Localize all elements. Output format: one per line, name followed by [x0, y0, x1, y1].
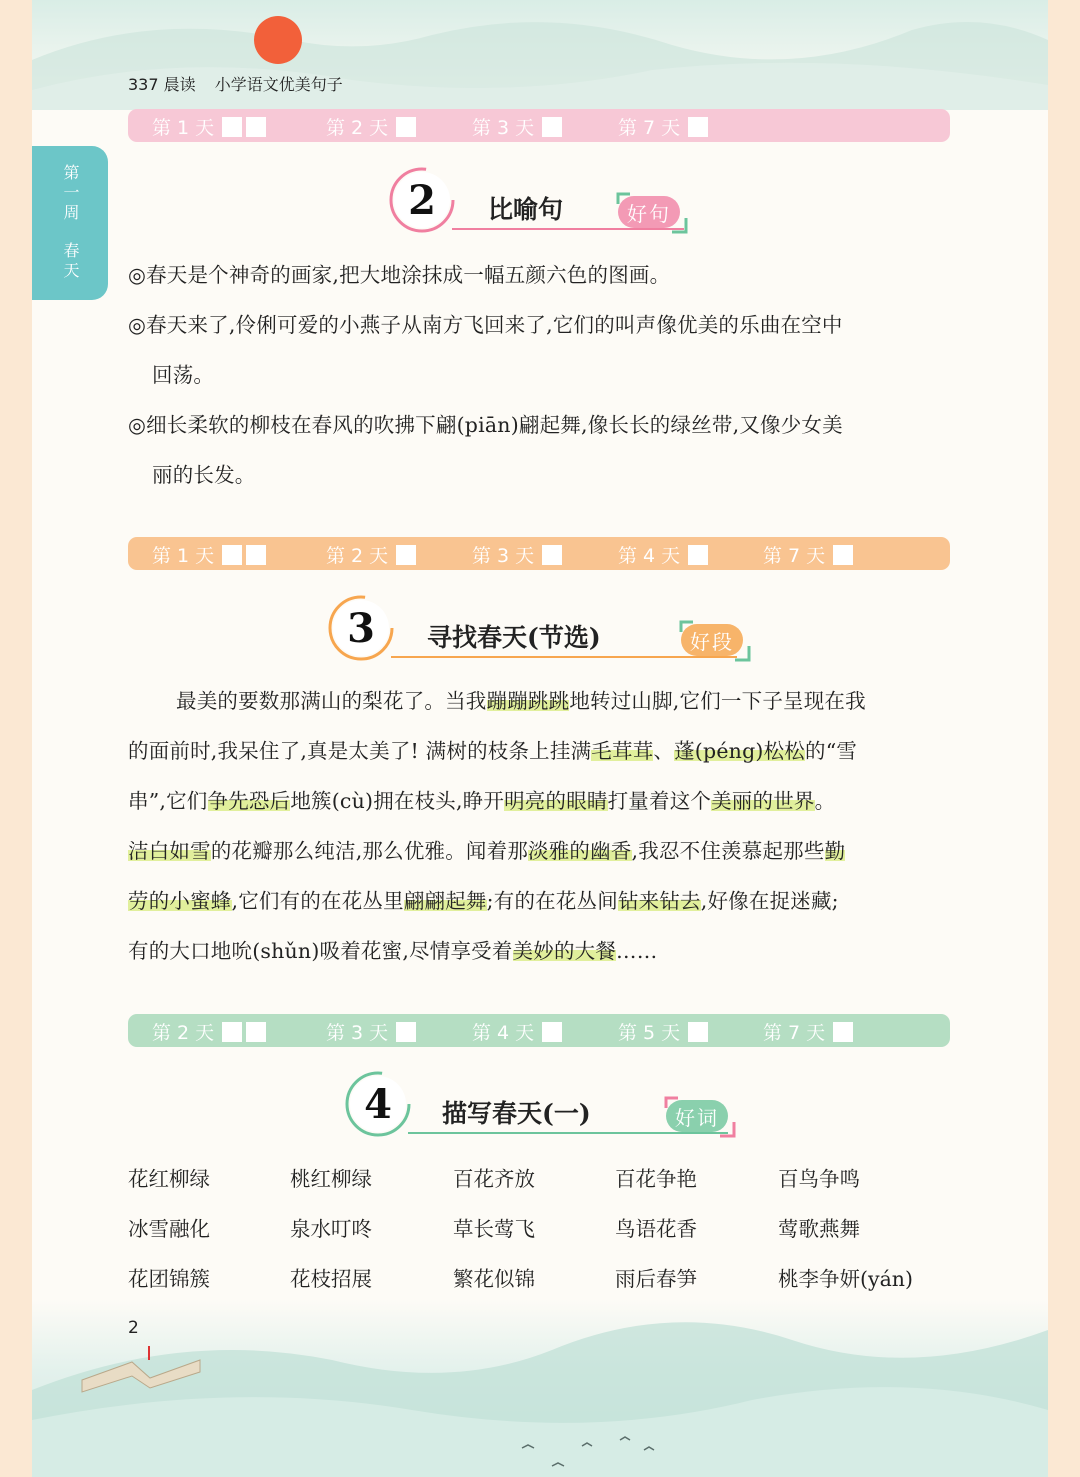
book-number: 337 晨读 — [128, 75, 196, 94]
highlighted-phrase: 钻来钻去 — [617, 889, 701, 913]
section-number: 3 — [333, 600, 389, 656]
idiom-word: 百花争艳 — [615, 1167, 697, 1191]
idiom-word: 花枝招展 — [290, 1267, 372, 1291]
tag-good-paragraph: 好段 — [681, 624, 743, 656]
checkbox[interactable] — [542, 117, 562, 137]
day-item[interactable]: 第 2 天 — [152, 1018, 270, 1045]
text-segment: ;有的在花丛间 — [486, 889, 618, 913]
day-checkbar-1 — [128, 109, 950, 142]
day-item[interactable]: 第 1 天 — [152, 541, 270, 568]
checkbox[interactable] — [396, 545, 416, 565]
idiom-word: 花团锦簇 — [128, 1267, 210, 1291]
paragraph-line — [128, 834, 845, 864]
idiom-word: 桃李争妍(yán) — [778, 1267, 914, 1291]
day-item[interactable]: 第 5 天 — [618, 1018, 712, 1045]
idiom-word: 雨后春笋 — [615, 1267, 697, 1291]
day-item[interactable]: 第 2 天 — [326, 113, 420, 140]
highlighted-phrase: 勤 — [824, 839, 846, 863]
sentence-line: ◎春天是个神奇的画家,把大地涂抹成一幅五颜六色的图画。 — [128, 263, 671, 287]
checkbox[interactable] — [222, 1022, 242, 1042]
tag-bracket-icon — [660, 1092, 740, 1142]
highlighted-phrase: 洁白如雪 — [128, 839, 211, 863]
text-segment: 的“雪 — [805, 739, 858, 763]
idiom-word: 百鸟争鸣 — [778, 1167, 860, 1191]
text-segment: 地簇(cù)拥在枝头,睁开 — [290, 789, 505, 813]
text-segment: 、 — [653, 739, 675, 763]
day-item[interactable]: 第 3 天 — [472, 113, 566, 140]
day-item[interactable]: 第 2 天 — [326, 541, 420, 568]
paragraph-line — [128, 734, 857, 764]
text-segment: 的面前时,我呆住了,真是太美了! 满树的枝条上挂满 — [128, 739, 592, 763]
checkbox[interactable] — [542, 1022, 562, 1042]
highlighted-phrase: 劳的小蜜蜂 — [128, 889, 232, 913]
day-item[interactable]: 第 1 天 — [152, 113, 270, 140]
text-segment: 的花瓣那么纯洁,那么优雅。闻着那 — [210, 839, 529, 863]
highlighted-phrase: 美丽的世界 — [711, 789, 815, 813]
idiom-word: 莺歌燕舞 — [778, 1217, 860, 1241]
sentence-line: ◎春天来了,伶俐可爱的小燕子从南方飞回来了,它们的叫声像优美的乐曲在空中 — [128, 313, 843, 337]
paragraph-line — [176, 684, 866, 714]
paragraph-line — [128, 784, 835, 814]
text-segment: ,我忍不住羡慕起那些 — [631, 839, 825, 863]
highlighted-phrase: 蓬(péng)松松 — [674, 739, 805, 763]
section-number: 2 — [394, 172, 450, 228]
week-label: 第一周 — [61, 164, 80, 224]
highlighted-phrase: 淡雅的幽香 — [528, 839, 632, 863]
idiom-word: 百花齐放 — [453, 1167, 535, 1191]
theme-label: 春天 — [61, 242, 80, 282]
checkbox[interactable] — [688, 1022, 708, 1042]
highlighted-phrase: 毛茸茸 — [591, 739, 654, 763]
checkbox[interactable] — [246, 117, 266, 137]
highlighted-phrase: 争先恐后 — [207, 789, 291, 813]
tag-good-sentence: 好句 — [618, 196, 680, 228]
section-title: 寻找春天(节选) — [427, 623, 601, 652]
idiom-word: 泉水叮咚 — [290, 1217, 372, 1241]
day-item[interactable]: 第 7 天 — [763, 541, 857, 568]
section-number: 4 — [350, 1076, 406, 1132]
book-header — [128, 72, 357, 95]
text-segment: ,好像在捉迷藏; — [700, 889, 839, 913]
sentence-line: 回荡。 — [152, 363, 215, 387]
text-segment: 最美的要数那满山的梨花了。当我 — [176, 689, 487, 713]
day-checkbar-3 — [128, 1014, 950, 1047]
paragraph-line — [128, 934, 657, 964]
text-segment: 地转过山脚,它们一下子呈现在我 — [569, 689, 866, 713]
day-item[interactable]: 第 7 天 — [763, 1018, 857, 1045]
sentence-line: ◎细长柔软的柳枝在春风的吹拂下翩(piān)翩起舞,像长长的绿丝带,又像少女美 — [128, 413, 843, 437]
section-heading-3 — [333, 600, 753, 680]
day-item[interactable]: 第 4 天 — [618, 541, 712, 568]
checkbox[interactable] — [542, 545, 562, 565]
checkbox[interactable] — [246, 1022, 266, 1042]
day-item[interactable]: 第 3 天 — [472, 541, 566, 568]
idiom-word: 花红柳绿 — [128, 1167, 210, 1191]
checkbox[interactable] — [688, 117, 708, 137]
text-segment: 。 — [814, 789, 836, 813]
checkbox[interactable] — [246, 545, 266, 565]
text-segment: 打量着这个 — [607, 789, 712, 813]
paragraph-line — [128, 884, 839, 914]
text-segment: 有的大口地吮(shǔn)吸着花蜜,尽情享受着 — [128, 939, 513, 963]
tag-bracket-icon — [612, 188, 692, 238]
highlighted-phrase: 蹦蹦跳跳 — [486, 689, 570, 713]
day-item[interactable]: 第 7 天 — [618, 113, 712, 140]
idiom-word: 冰雪融化 — [128, 1217, 210, 1241]
section-title: 比喻句 — [488, 195, 564, 224]
checkbox[interactable] — [222, 545, 242, 565]
section-title: 描写春天(一) — [442, 1099, 591, 1128]
idiom-word: 草长莺飞 — [453, 1217, 535, 1241]
book-title: 小学语文优美句子 — [214, 75, 343, 94]
highlighted-phrase: 明亮的眼睛 — [504, 789, 608, 813]
day-item[interactable]: 第 4 天 — [472, 1018, 566, 1045]
day-checkbar-2 — [128, 537, 950, 570]
tag-bracket-icon — [675, 616, 755, 666]
idiom-word: 繁花似锦 — [453, 1267, 535, 1291]
checkbox[interactable] — [833, 1022, 853, 1042]
text-segment: …… — [616, 939, 658, 963]
week-side-tab — [32, 146, 108, 300]
checkbox[interactable] — [688, 545, 708, 565]
checkbox[interactable] — [396, 117, 416, 137]
day-item[interactable]: 第 3 天 — [326, 1018, 420, 1045]
tag-good-words: 好词 — [666, 1100, 728, 1132]
highlighted-phrase: 美妙的大餐 — [512, 939, 617, 963]
page-number: 2 — [128, 1318, 139, 1338]
idiom-word: 桃红柳绿 — [290, 1167, 372, 1191]
section-heading-2 — [394, 172, 694, 252]
text-segment: 串”,它们 — [128, 789, 208, 813]
checkbox[interactable] — [222, 117, 242, 137]
section-heading-4 — [350, 1076, 750, 1156]
checkbox[interactable] — [396, 1022, 416, 1042]
sentence-line: 丽的长发。 — [152, 463, 256, 487]
highlighted-phrase: 翩翩起舞 — [403, 889, 487, 913]
idiom-word: 鸟语花香 — [615, 1217, 697, 1241]
checkbox[interactable] — [833, 545, 853, 565]
text-segment: ,它们有的在花丛里 — [231, 889, 404, 913]
